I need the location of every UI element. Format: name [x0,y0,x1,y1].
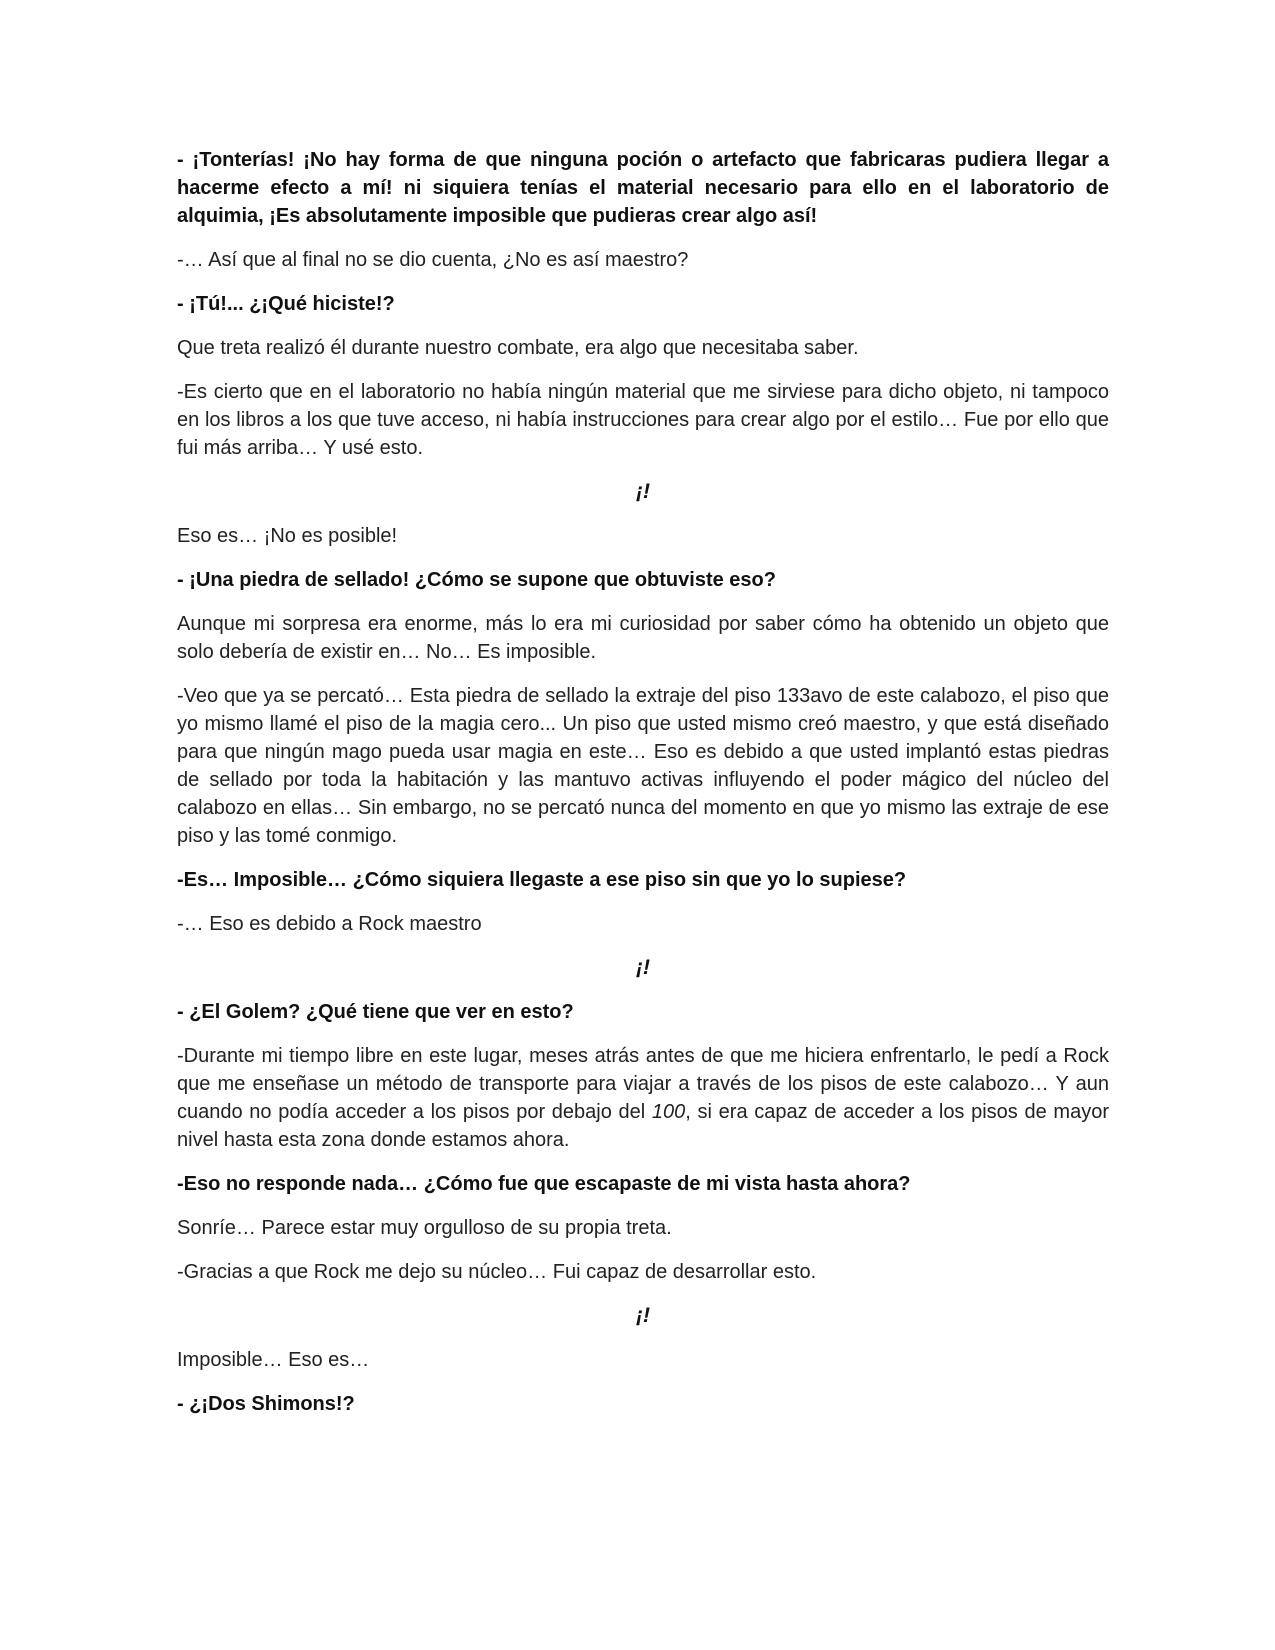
dialogue-text: , si era capaz de acceder a los pisos de mayor nivel hasta esta zona donde estamos ahora. [177,1101,1109,1151]
dialogue-line: -Eso no responde nada… ¿Cómo fue que escapaste de mi vista hasta ahora? [177,1173,911,1195]
scene-separator: ¡! [636,956,650,979]
document-page [177,146,1109,1434]
scene-separator: ¡! [636,480,650,503]
dialogue-line [177,1042,1109,1154]
dialogue-line: -… Así que al final no se dio cuenta, ¿No es así maestro? [177,249,689,271]
floor-number: 100 [651,1101,686,1123]
narration-line: Que treta realizó él durante nuestro combate, era algo que necesitaba saber. [177,337,859,359]
dialogue-text: -Durante mi tiempo libre en este lugar, meses atrás antes de que me hiciera enfrentarlo, le pedí a Rock que me enseñase un método de transporte para viajar a través de los pisos de este calabozo… Y aun cuando no podía acceder a los pisos por debajo del [177,1045,1109,1123]
scene-separator: ¡! [636,1304,650,1327]
dialogue-line: - ¿El Golem? ¿Qué tiene que ver en esto? [177,1001,574,1023]
narration-line: Sonríe… Parece estar muy orgulloso de su propia treta. [177,1217,672,1239]
narration-line: Imposible… Eso es… [177,1349,370,1371]
dialogue-line: -Es… Imposible… ¿Cómo siquiera llegaste a ese piso sin que yo lo supiese? [177,869,907,891]
dialogue-line: -… Eso es debido a Rock maestro [177,913,482,935]
dialogue-line: - ¡Tonterías! ¡No hay forma de que ninguna poción o artefacto que fabricaras pudiera llegar a hacerme efecto a mí! ni siquiera tenías el material necesario para ello en el laboratorio de alquimia, ¡Es absolutamente imposible que pudieras crear algo así! [177,149,1109,227]
dialogue-line: - ¿¡Dos Shimons!? [177,1393,355,1415]
dialogue-line: -Es cierto que en el laboratorio no había ningún material que me sirviese para dicho objeto, ni tampoco en los libros a los que tuve acceso, ni había instrucciones para crear algo por el estilo… Fue por ello que fui más arriba… Y usé esto. [177,381,1109,459]
narration-line: Eso es… ¡No es posible! [177,525,398,547]
dialogue-line: - ¡Una piedra de sellado! ¿Cómo se supone que obtuviste eso? [177,569,776,591]
dialogue-line: -Veo que ya se percató… Esta piedra de sellado la extraje del piso 133avo de este calabozo, el piso que yo mismo llamé el piso de la magia cero... Un piso que usted mismo creó maestro, y que está diseñado para que ningún mago pueda usar magia en este… Eso es debido a que usted implantó estas piedras de sellado por toda la habitación y las mantuvo activas influyendo el poder mágico del núcleo del calabozo en ellas… Sin embargo, no se percató nunca del momento en que yo mismo las extraje de ese piso y las tomé conmigo. [177,685,1109,847]
dialogue-line: - ¡Tú!... ¿¡Qué hiciste!? [177,293,395,315]
narration-line: Aunque mi sorpresa era enorme, más lo era mi curiosidad por saber cómo ha obtenido un objeto que solo debería de existir en… No… Es imposible. [177,613,1109,663]
dialogue-line: -Gracias a que Rock me dejo su núcleo… Fui capaz de desarrollar esto. [177,1261,817,1283]
